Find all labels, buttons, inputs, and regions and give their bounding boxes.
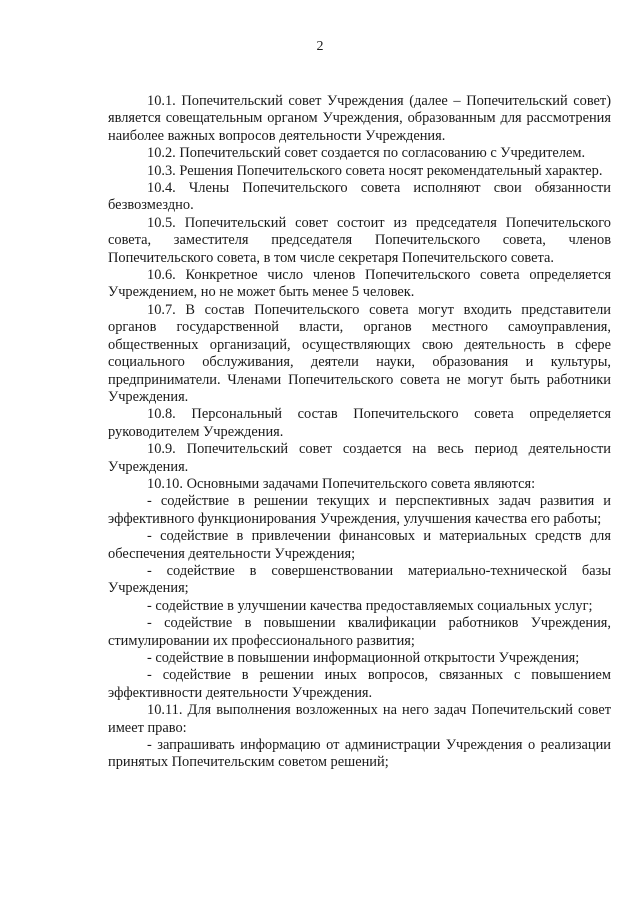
- paragraph-10-8: 10.8. Персональный состав Попечительского совета определяется руководителем Учреждения.: [108, 406, 611, 440]
- paragraph-10-4: 10.4. Члены Попечительского совета исполняют свои обязанности безвозмездно.: [108, 180, 611, 214]
- paragraph-10-11: 10.11. Для выполнения возложенных на него задач Попечительский совет имеет право:: [108, 702, 611, 736]
- paragraph-10-7: 10.7. В состав Попечительского совета могут входить представители органов государственной власти, органов местного самоуправления, общественных организаций, осуществляющих свою деятельность в сфере социального обслуживания, деятели науки, образования и культуры, предприниматели. Членами Попечительского совета не могут быть работники Учреждения.: [108, 301, 611, 405]
- list-item: - содействие в повышении квалификации работников Учреждения, стимулировании их профессионального развития;: [108, 615, 611, 649]
- list-item: - содействие в улучшении качества предоставляемых социальных услуг;: [147, 597, 593, 614]
- list-item: - содействие в решении иных вопросов, связанных с повышением эффективности деятельности Учреждения.: [108, 667, 611, 701]
- paragraph-10-6: 10.6. Конкретное число членов Попечительского совета определяется Учреждением, но не может быть менее 5 человек.: [108, 267, 611, 301]
- paragraph-10-5: 10.5. Попечительский совет состоит из председателя Попечительского совета, заместителя председателя Попечительского совета, членов Попечительского совета, в том числе секретаря Попечительского совета.: [108, 214, 611, 266]
- list-item: - содействие в решении текущих и перспективных задач развития и эффективного функционирования Учреждения, улучшения качества его работы;: [108, 493, 611, 527]
- paragraph-10-1: 10.1. Попечительский совет Учреждения (далее – Попечительский совет) является совещательным органом Учреждения, образованным для рассмотрения наиболее важных вопросов деятельности Учреждения.: [108, 93, 611, 144]
- document-body: [108, 93, 611, 772]
- paragraph-10-3: 10.3. Решения Попечительского совета носят рекомендательный характер.: [147, 162, 603, 179]
- paragraph-10-9: 10.9. Попечительский совет создается на весь период деятельности Учреждения.: [108, 441, 611, 475]
- list-item: - содействие в совершенствовании материально-технической базы Учреждения;: [108, 562, 611, 597]
- paragraph-10-2: 10.2. Попечительский совет создается по согласованию с Учредителем.: [147, 145, 586, 162]
- list-item: - запрашивать информацию от администрации Учреждения о реализации принятых Попечительским советом решений;: [108, 737, 611, 771]
- paragraph-10-10: 10.10. Основными задачами Попечительского совета являются:: [147, 475, 536, 492]
- list-item: - содействие в повышении информационной открытости Учреждения;: [147, 650, 580, 666]
- page-number: 2: [316, 39, 324, 54]
- list-item: - содействие в привлечении финансовых и материальных средств для обеспечения деятельности Учреждения;: [108, 528, 611, 562]
